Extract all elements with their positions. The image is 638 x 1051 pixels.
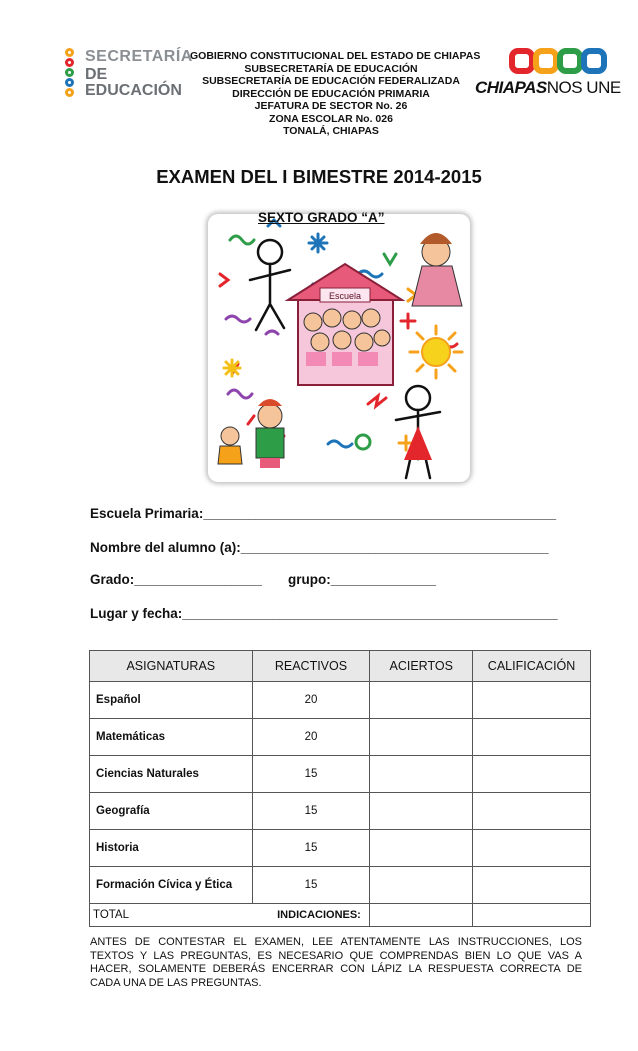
header-line: JEFATURA DE SECTOR No. 26	[254, 100, 408, 112]
correct-cell[interactable]	[370, 682, 473, 719]
correct-cell[interactable]	[370, 830, 473, 867]
grades-table	[89, 650, 591, 927]
brand-bold: CHIAPAS	[475, 78, 547, 97]
col-header-correct: ACIERTOS	[370, 651, 473, 682]
brand-light: NOS UNE	[546, 78, 621, 97]
subject-cell: Matemáticas	[90, 719, 253, 756]
header-line: ZONA ESCOLAR No. 026	[269, 112, 393, 125]
table-row	[90, 756, 591, 793]
col-header-grade: CALIFICACIÓN	[473, 651, 591, 682]
subject-cell: Historia	[90, 830, 253, 867]
correct-cell[interactable]	[370, 793, 473, 830]
instructions-title: INDICACIONES:	[277, 909, 361, 921]
table-header-row	[90, 651, 591, 682]
header-line: GOBIERNO CONSTITUCIONAL DEL ESTADO DE CHIAPAS	[190, 50, 481, 62]
col-header-subjects: ASIGNATURAS	[90, 651, 253, 682]
logo-dots-icon	[65, 48, 79, 98]
items-cell: 20	[252, 719, 370, 756]
subject-cell: Ciencias Naturales	[90, 756, 253, 793]
school-field[interactable]: Escuela Primaria:_______________________________________________	[90, 506, 557, 521]
items-cell: 15	[252, 830, 370, 867]
school-illustration	[208, 214, 470, 482]
exam-title: EXAMEN DEL I BIMESTRE 2014-2015	[156, 166, 482, 187]
header-line: TONALÁ, CHIAPAS	[283, 125, 379, 137]
correct-cell[interactable]	[370, 719, 473, 756]
logo-line-1: SECRETARÍA	[85, 48, 193, 65]
grade-cell[interactable]	[473, 867, 591, 904]
logo-line-2: DE EDUCACIÓN	[85, 66, 182, 99]
chiapas-nos-une-logo	[475, 48, 621, 108]
subject-cell: Formación Cívica y Ética	[90, 867, 253, 904]
items-cell: 15	[252, 756, 370, 793]
grade-cell[interactable]	[473, 830, 591, 867]
group-field[interactable]: grupo:______________	[288, 572, 436, 587]
school-sign: Escuela	[328, 291, 362, 301]
grade-field[interactable]: Grado:_________________	[90, 572, 262, 587]
grade-heading: SEXTO GRADO “A”	[258, 210, 385, 225]
total-label: TOTAL	[90, 904, 370, 927]
items-cell: 15	[252, 867, 370, 904]
secretaria-educacion-logo	[62, 44, 197, 100]
items-cell: 15	[252, 793, 370, 830]
header-line: SUBSECRETARÍA DE EDUCACIÓN FEDERALIZADA	[202, 75, 460, 87]
grade-cell[interactable]	[473, 756, 591, 793]
grade-cell[interactable]	[473, 793, 591, 830]
place-date-field[interactable]: Lugar y fecha:__________________________________________________	[90, 606, 558, 621]
grade-cell[interactable]	[473, 719, 591, 756]
correct-cell[interactable]	[370, 756, 473, 793]
grade-cell[interactable]	[473, 682, 591, 719]
institution-header	[190, 50, 481, 138]
subject-cell: Español	[90, 682, 253, 719]
header-line: DIRECCIÓN DE EDUCACIÓN PRIMARIA	[232, 87, 430, 100]
instructions-text: ANTES DE CONTESTAR EL EXAMEN, LEE ATENTAMENTE LAS INSTRUCCIONES, LOS TEXTOS Y LAS PREGUNTAS, ES NECESARIO QUE COMPRENDAS BIEN LO QUE VAS A HACER, SOLAMENTE DEBERÁS ENCERRAR CON LÁPIZ LA RESPUESTA CORRECTA DE CADA UNA DE LAS PREGUNTAS.	[90, 936, 582, 989]
table-row	[90, 793, 591, 830]
col-header-items: REACTIVOS	[252, 651, 370, 682]
table-row	[90, 682, 591, 719]
subject-cell: Geografía	[90, 793, 253, 830]
table-row	[90, 719, 591, 756]
table-row	[90, 867, 591, 904]
table-row	[90, 830, 591, 867]
student-name-field[interactable]: Nombre del alumno (a):_________________________________________	[90, 540, 549, 555]
correct-cell[interactable]	[370, 867, 473, 904]
header-line: SUBSECRETARÍA DE EDUCACIÓN	[244, 62, 418, 75]
items-cell: 20	[252, 682, 370, 719]
